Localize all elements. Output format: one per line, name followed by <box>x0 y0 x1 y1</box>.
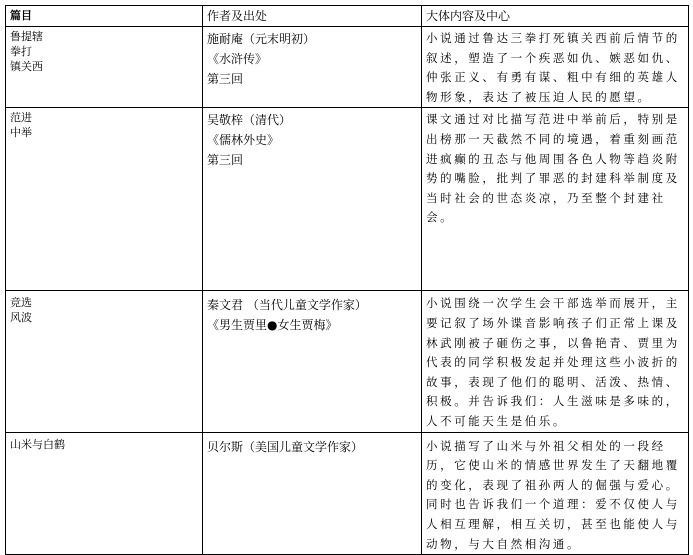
author-line: 吴敬梓（清代） <box>207 113 292 128</box>
header-row <box>6 6 689 27</box>
title-line: 镇关西 <box>10 60 43 73</box>
table-row <box>6 432 689 555</box>
content-cell: 课文通过对比描写范进中举前后，特别是出榜那一天截然不同的境遇，着重刻画范进疯癫的丑态与他周围各色人物等趋炎附势的嘴脸，批判了罪恶的封建科举制度及当时社会的世态炎凉，乃至整个封建社会。 <box>422 108 689 291</box>
chapter-line: 第三回 <box>207 153 244 168</box>
title-line: 鲁提辖 <box>10 30 43 43</box>
header-title: 篇目 <box>6 6 203 27</box>
title-line: 竞选 <box>10 296 32 310</box>
content-cell: 小说围绕一次学生会干部选举而展开，主要记叙了场外谍音影响孩子们正常上课及林武刚被子砸伤之事，以鲁艳青、贾里为代表的同学积极发起并处理这些小波折的故事，表现了他们的聪明、活泼、热情、积极。并告诉我们：人生滋味是多味的，人不可能天生是伯乐。 <box>422 291 689 432</box>
source-line: 《男生贾里●女生贾梅》 <box>207 318 338 333</box>
title-line: 中举 <box>10 126 32 140</box>
header-content: 大体内容及中心 <box>422 6 689 27</box>
content-cell: 小说描写了山米与外祖父相处的一段经历，它使山米的情感世界发生了天翻地覆的变化，表现了祖孙两人的倔强与爱心。同时也告诉我们一个道理：爱不仅使人与人相互理解，相互关切，甚至也能使人与动物，与大自然相沟通。 <box>422 432 689 555</box>
header-author: 作者及出处 <box>203 6 422 27</box>
author-cell <box>203 108 422 291</box>
literature-summary-table <box>5 5 689 555</box>
title-line: 山米与白鹤 <box>10 437 65 451</box>
author-line: 施耐庵（元末明初） <box>207 32 316 46</box>
author-cell <box>203 432 422 555</box>
table-row <box>6 108 689 291</box>
title-cell <box>6 291 203 432</box>
title-line: 范进 <box>10 111 32 125</box>
source-line: 《儒林外史》 <box>207 133 280 148</box>
title-cell <box>6 432 203 555</box>
title-cell <box>6 27 203 108</box>
source-line: 《水浒传》 <box>207 52 268 66</box>
table-row <box>6 27 689 108</box>
chapter-line: 第三回 <box>207 72 244 86</box>
author-cell <box>203 291 422 432</box>
title-line: 风波 <box>10 311 32 325</box>
content-cell: 小说通过鲁达三拳打死镇关西前后情节的叙述，塑造了一个疾恶如仇、嫉恶如仇、仲张正义、有勇有谋、粗中有细的英雄人物形象，表达了被压迫人民的愿望。 <box>422 27 689 108</box>
title-cell <box>6 108 203 291</box>
table-row <box>6 291 689 432</box>
author-cell <box>203 27 422 108</box>
author-line: 秦文君 （当代儿童文学作家） <box>207 298 367 313</box>
title-line: 拳打 <box>10 45 32 58</box>
author-line: 贝尔斯（美国儿童文学作家） <box>207 439 364 454</box>
